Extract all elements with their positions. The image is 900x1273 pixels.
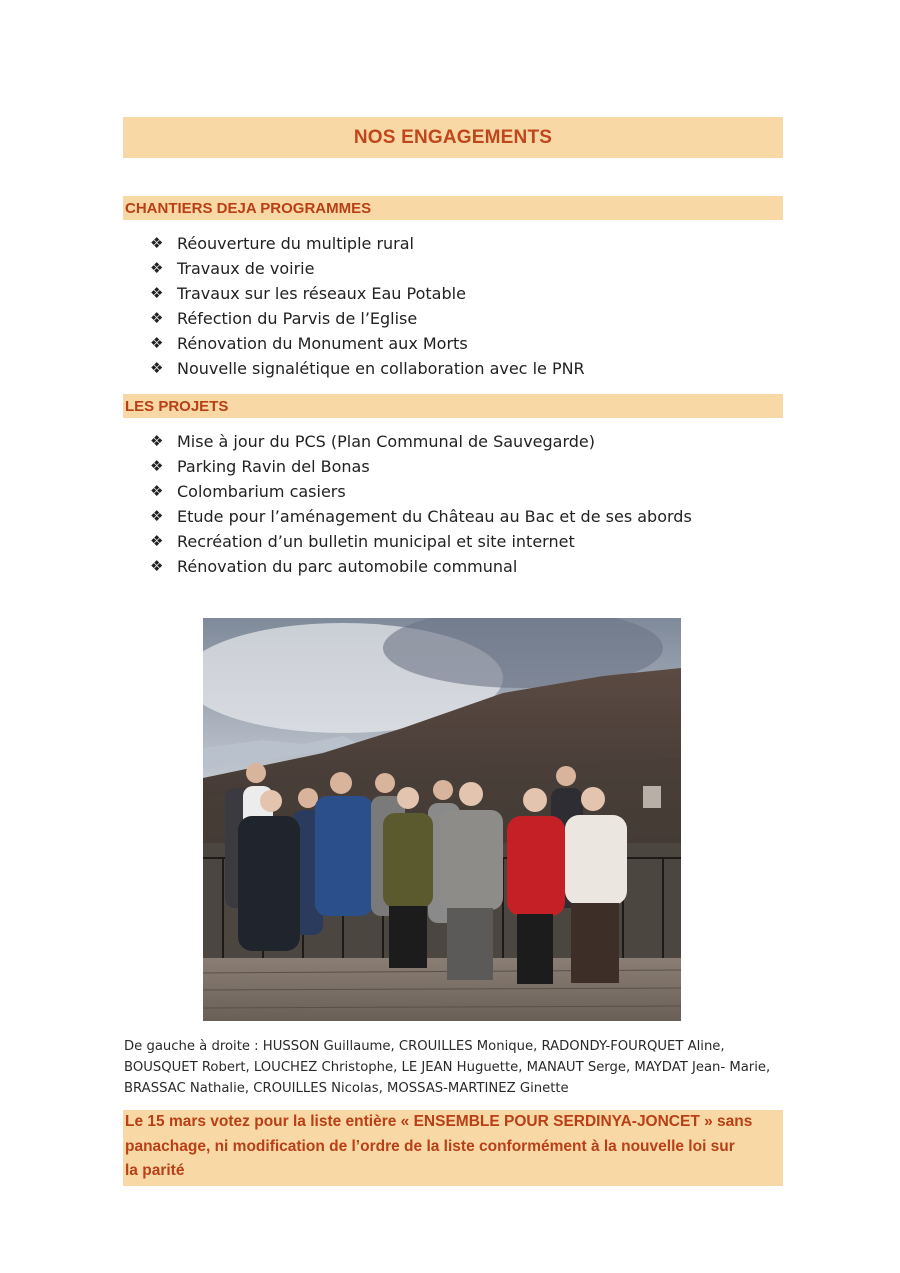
diamond-bullet-icon: ❖ [150,259,164,277]
list-item-text: Recréation d’un bulletin municipal et site internet [177,532,575,551]
list-item [150,231,585,256]
group-photo-icon [203,618,681,1021]
list-item-text: Colombarium casiers [177,482,346,501]
diamond-bullet-icon: ❖ [150,482,164,500]
photo-caption [124,1036,784,1099]
caption-line: BRASSAC Nathalie, CROUILLES Nicolas, MOSSAS-MARTINEZ Ginette [124,1081,569,1096]
section-heading-chantiers [123,196,783,220]
section-heading-projets [123,394,783,418]
list-item-text: Etude pour l’aménagement du Château au Bac et de ses abords [177,507,692,526]
list-item-text: Rénovation du Monument aux Morts [177,334,468,353]
diamond-bullet-icon: ❖ [150,334,164,352]
diamond-bullet-icon: ❖ [150,457,164,475]
list-item-text: Réfection du Parvis de l’Eglise [177,309,418,328]
voting-notice [123,1110,783,1186]
diamond-bullet-icon: ❖ [150,284,164,302]
list-item-text: Parking Ravin del Bonas [177,457,370,476]
diamond-bullet-icon: ❖ [150,532,164,550]
diamond-bullet-icon: ❖ [150,557,164,575]
page-title: NOS ENGAGEMENTS [353,126,553,148]
page-title-band [123,117,783,158]
diamond-bullet-icon: ❖ [150,507,164,525]
list-item [150,479,692,504]
list-item-text: Réouverture du multiple rural [177,234,414,253]
voting-notice-line: la parité [125,1162,185,1179]
caption-line: BOUSQUET Robert, LOUCHEZ Christophe, LE JEAN Huguette, MANAUT Serge, MAYDAT Jean- Marie, [124,1060,771,1075]
list-item [150,454,692,479]
diamond-bullet-icon: ❖ [150,359,164,377]
projets-list [150,429,692,579]
section-heading-label: LES PROJETS [125,397,229,415]
list-item-text: Travaux sur les réseaux Eau Potable [177,284,466,303]
list-item-text: Travaux de voirie [177,259,315,278]
diamond-bullet-icon: ❖ [150,432,164,450]
list-item [150,356,585,381]
chantiers-list [150,231,585,381]
caption-line: De gauche à droite : HUSSON Guillaume, CROUILLES Monique, RADONDY-FOURQUET Aline, [124,1039,725,1054]
group-photo [203,618,681,1021]
list-item [150,504,692,529]
list-item [150,256,585,281]
voting-notice-line: Le 15 mars votez pour la liste entière « ENSEMBLE POUR SERDINYA-JONCET » sans [125,1113,753,1130]
list-item [150,529,692,554]
list-item [150,331,585,356]
list-item [150,429,692,454]
list-item [150,281,585,306]
diamond-bullet-icon: ❖ [150,234,164,252]
section-heading-label: CHANTIERS DEJA PROGRAMMES [125,199,372,217]
diamond-bullet-icon: ❖ [150,309,164,327]
list-item [150,306,585,331]
list-item-text: Rénovation du parc automobile communal [177,557,518,576]
list-item [150,554,692,579]
voting-notice-line: panachage, ni modification de l’ordre de la liste conformément à la nouvelle loi sur [125,1137,735,1155]
list-item-text: Mise à jour du PCS (Plan Communal de Sauvegarde) [177,432,596,451]
list-item-text: Nouvelle signalétique en collaboration avec le PNR [177,359,585,378]
